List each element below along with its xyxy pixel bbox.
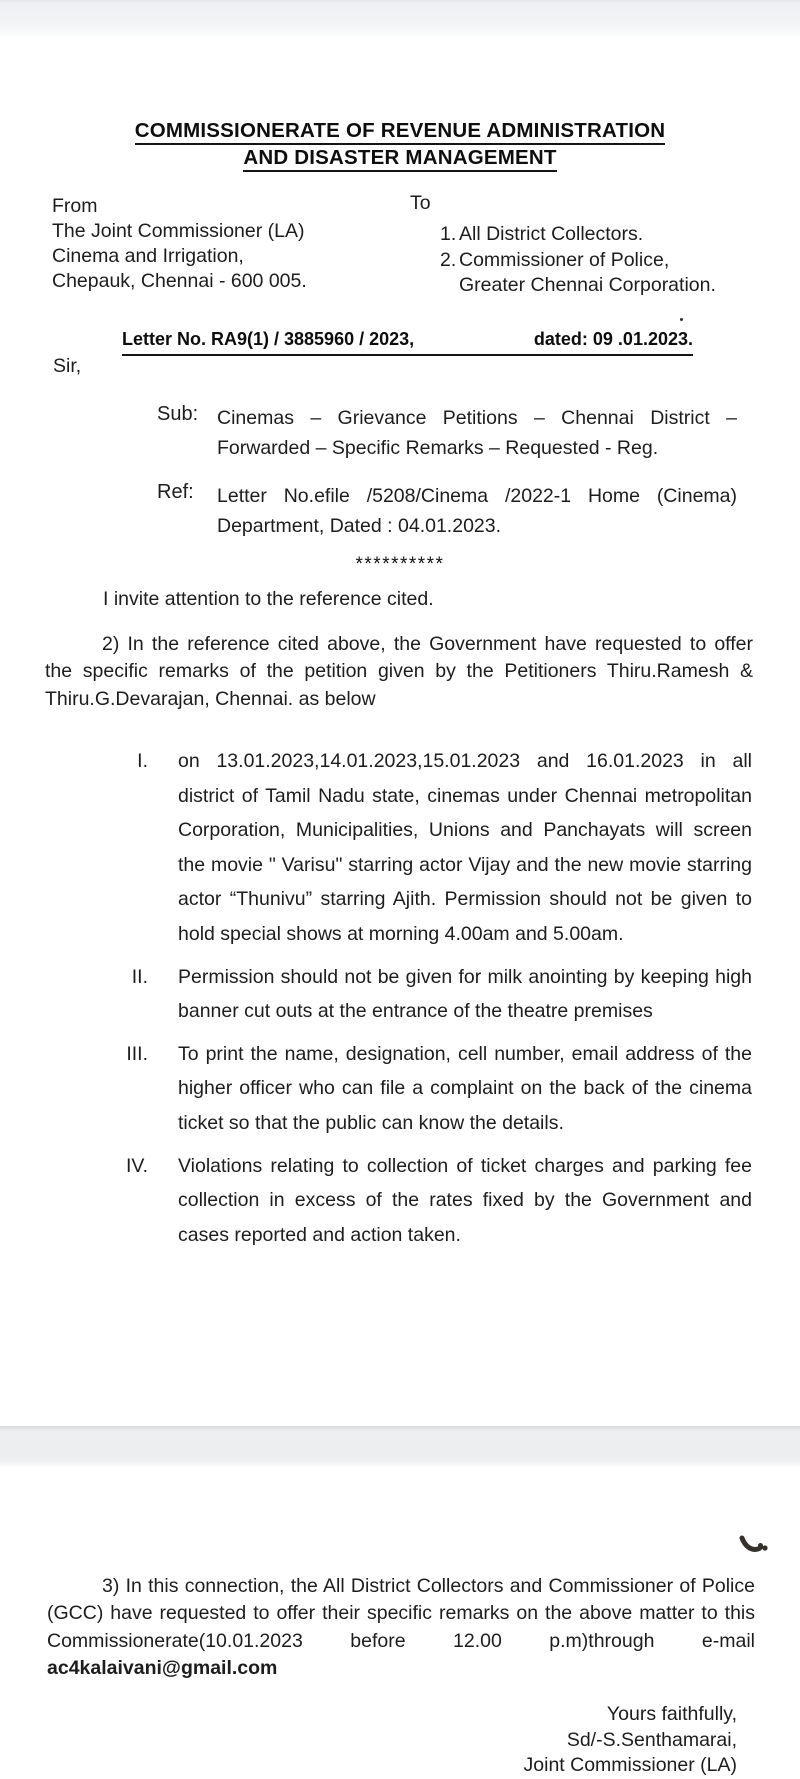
- page-top-shadow-band: [0, 0, 800, 40]
- contact-email: ac4kalaivani@gmail.com: [47, 1657, 278, 1680]
- list-item: [100, 1037, 752, 1141]
- to-item-number: 2.: [440, 249, 457, 271]
- reference-label: Ref:: [157, 481, 194, 503]
- list-item: [100, 744, 752, 952]
- signature-closing: Yours faithfully,: [606, 1703, 737, 1725]
- to-item-text: Greater Chennai Corporation.: [459, 274, 716, 296]
- from-address-line: Chepauk, Chennai - 600 005.: [52, 270, 307, 292]
- salutation: Sir,: [53, 355, 82, 377]
- reference-text: Letter No.efile /5208/Cinema /2022-1 Home (Cinema) Department, Dated : 04.01.2023.: [217, 485, 737, 537]
- subject-label: Sub:: [157, 403, 199, 425]
- signature-block: [400, 1702, 737, 1779]
- paragraph-2: 2) In the reference cited above, the Government have requested to offer the specific remarks of the petition given by the Petitioners Thiru.Ramesh & Thiru.G.Devarajan, Chennai. as below: [45, 633, 753, 710]
- letter-number-line: [122, 329, 693, 356]
- to-item-text: All District Collectors.: [459, 223, 644, 245]
- list-item-text: Violations relating to collection of ticket charges and parking fee collection in excess of the rates fixed by the Government and cases reported and action taken.: [178, 1154, 752, 1246]
- ink-tick-mark-icon: [736, 1532, 770, 1562]
- list-item-text: Permission should not be given for milk anointing by keeping high banner cut outs at the entrance of the theatre premises: [178, 965, 752, 1023]
- remarks-list: [100, 744, 752, 1260]
- list-item-text: To print the name, designation, cell number, email address of the higher officer who can file a complaint on the back of the cinema ticket so that the public can know the details.: [178, 1042, 752, 1134]
- signature-name: Sd/-S.Senthamarai,: [566, 1728, 737, 1751]
- list-item-text: on 13.01.2023,14.01.2023,15.01.2023 and 16.01.2023 in all district of Tamil Nadu state, cinemas under Chennai metropolitan Corporation, Municipalities, Unions and Panchayats will screen the movie " Varisu" starring actor Vijay and the new movie starring actor “Thunivu” starring Ajith. Permission should not be given to hold special shows at morning 4.00am and 5.00am.: [178, 750, 752, 945]
- from-label: From: [52, 195, 98, 217]
- title-text: AND DISASTER MANAGEMENT: [243, 146, 556, 172]
- from-address-line: Cinema and Irrigation,: [52, 245, 244, 267]
- letterhead-title-line-2: [0, 146, 800, 170]
- intro-paragraph: I invite attention to the reference cited.: [103, 588, 434, 610]
- from-block: [52, 194, 307, 294]
- list-item-marker: III.: [126, 1042, 148, 1065]
- paragraph-3-text: 3) In this connection, the All District Collectors and Commissioner of Police (GCC) have requested to offer their specific remarks on the above matter to this Commissionerate(10.01.2023 before 12.00 p.m)through e-mail: [47, 1575, 755, 1652]
- to-item-text: Commissioner of Police,: [459, 249, 670, 271]
- separator-stars: **********: [355, 554, 445, 575]
- from-address-line: The Joint Commissioner (LA): [52, 220, 305, 242]
- title-text: COMMISSIONERATE OF REVENUE ADMINISTRATION: [135, 119, 666, 145]
- signature-designation: Joint Commissioner (LA): [523, 1754, 737, 1776]
- letter-number: Letter No. RA9(1) / 3885960 / 2023,: [122, 329, 415, 349]
- list-item: [100, 960, 752, 1029]
- scan-speck: [680, 318, 683, 321]
- subject-text: Cinemas – Grievance Petitions – Chennai District – Forwarded – Specific Remarks – Requested - Reg.: [217, 407, 737, 459]
- to-item-number: 1.: [440, 223, 457, 245]
- list-item-marker: I.: [137, 750, 148, 772]
- list-item-marker: II.: [131, 965, 148, 988]
- paragraph-3: [47, 1573, 755, 1683]
- letter-date: dated: 09 .01.2023.: [533, 329, 693, 349]
- list-item-marker: IV.: [125, 1154, 148, 1177]
- list-item: [100, 1149, 752, 1253]
- page-break-shadow-band: [0, 1426, 800, 1467]
- to-label: To: [410, 192, 431, 214]
- letterhead-title-line-1: [0, 119, 800, 143]
